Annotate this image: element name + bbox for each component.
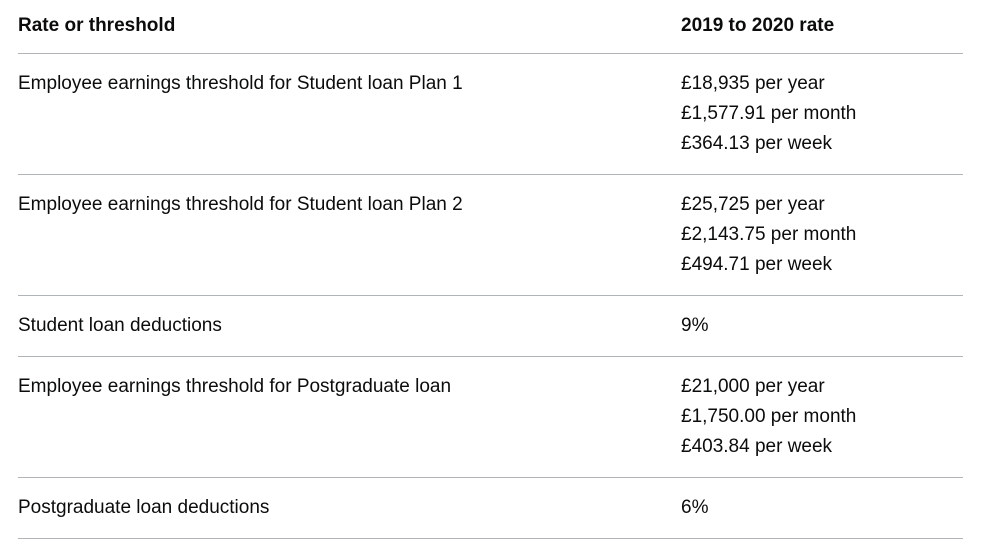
value-per-year: £25,725 per year xyxy=(681,194,825,215)
row-values xyxy=(681,493,963,538)
value-per-month: £2,143.75 per month xyxy=(681,224,857,245)
row-label: Employee earnings threshold for Student loan Plan 1 xyxy=(18,73,463,94)
value-per-week: £403.84 per week xyxy=(681,436,833,457)
row-label: Employee earnings threshold for Postgraduate loan xyxy=(18,376,452,397)
row-label: Postgraduate loan deductions xyxy=(18,497,270,518)
value-per-year: £18,935 per year xyxy=(681,73,825,94)
table-row xyxy=(18,175,963,296)
table-row xyxy=(18,296,963,357)
rates-table xyxy=(18,0,963,539)
header-rate-or-threshold: Rate or threshold xyxy=(18,15,176,36)
table-row xyxy=(18,54,963,175)
value-per-week: £494.71 per week xyxy=(681,254,833,275)
row-values xyxy=(681,372,963,477)
row-label: Student loan deductions xyxy=(18,315,222,336)
value-percentage: 9% xyxy=(681,315,709,336)
table-row xyxy=(18,478,963,539)
table-header-row xyxy=(18,0,963,54)
value-per-month: £1,577.91 per month xyxy=(681,103,857,124)
value-per-year: £21,000 per year xyxy=(681,376,825,397)
row-values xyxy=(681,311,963,356)
value-percentage: 6% xyxy=(681,497,709,518)
row-label: Employee earnings threshold for Student loan Plan 2 xyxy=(18,194,463,215)
header-2019-2020-rate: 2019 to 2020 rate xyxy=(681,15,835,36)
table-row xyxy=(18,357,963,478)
row-values xyxy=(681,69,963,174)
value-per-month: £1,750.00 per month xyxy=(681,406,857,427)
row-values xyxy=(681,190,963,295)
value-per-week: £364.13 per week xyxy=(681,133,833,154)
